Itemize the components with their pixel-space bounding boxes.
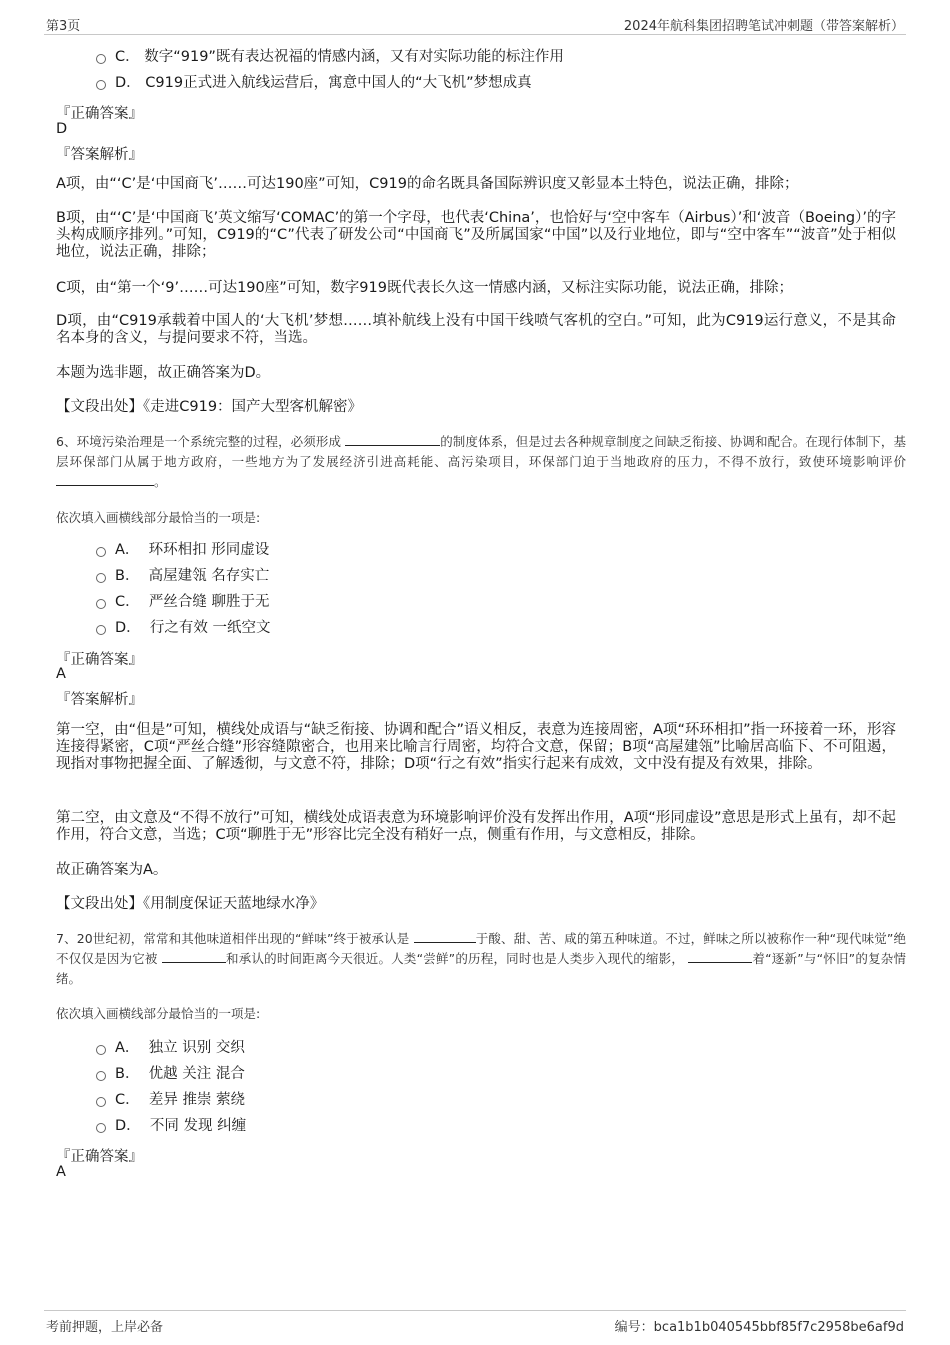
blank-line	[345, 433, 440, 446]
radio-icon[interactable]	[96, 80, 106, 90]
q6-analysis-label: 『答案解析』	[56, 692, 143, 708]
q7-option-a[interactable]: A． 独立 识别 交织	[96, 1038, 245, 1058]
document-title: 2024年航科集团招聘笔试冲刺题（带答案解析）	[623, 19, 904, 34]
q5-option-d[interactable]: D． C919正式进入航线运营后，寓意中国人的“大飞机”梦想成真	[96, 73, 532, 93]
page-number: 第3页	[46, 19, 81, 34]
q6-option-d[interactable]: D． 行之有效 一纸空文	[96, 618, 271, 638]
q6-option-c[interactable]: C． 严丝合缝 聊胜于无	[96, 592, 269, 612]
q7-stem: 7、20世纪初，常常和其他味道相伴出现的“鲜味”终于被承认是 于酸、甜、苦、咸的第五种味道。不过，鲜味之所以被称作一种“现代味觉”绝不仅仅是因为它被 和承认的时间距离今天很近。人类“尝鲜”的历程，同时也是人类步入现代的缩影， 着“逐新”与“怀旧”的复杂情绪。	[56, 931, 906, 986]
blank-line	[414, 930, 476, 943]
q5-answer: D	[56, 121, 68, 137]
q6-source: 【文段出处】《用制度保证天蓝地绿水净》	[56, 896, 325, 912]
q6-option-a[interactable]: A． 环环相扣 形同虚设	[96, 540, 269, 560]
q7-option-b[interactable]: B． 优越 关注 混合	[96, 1064, 245, 1084]
q7-answer-label: 『正确答案』	[56, 1149, 143, 1165]
radio-icon[interactable]	[96, 1097, 106, 1107]
q6-prompt: 依次填入画横线部分最恰当的一项是:	[56, 510, 261, 525]
footer-slogan: 考前押题，上岸必备	[46, 1320, 164, 1335]
radio-icon[interactable]	[96, 1045, 106, 1055]
q5-analysis-label: 『答案解析』	[56, 147, 143, 163]
blank-line	[688, 950, 752, 963]
blank-line	[56, 473, 154, 486]
q5-option-c[interactable]: C． 数字“919”既有表达祝福的情感内涵，又有对实际功能的标注作用	[96, 47, 564, 67]
q5-answer-label: 『正确答案』	[56, 106, 143, 122]
q6-option-b[interactable]: B． 高屋建瓴 名存实亡	[96, 566, 269, 586]
radio-icon[interactable]	[96, 625, 106, 635]
q5-source: 【文段出处】《走进C919：国产大型客机解密》	[56, 399, 363, 415]
q5-analysis-b: B项，由“‘C’是‘中国商飞’英文缩写‘COMAC’的第一个字母，也代表‘China’，也恰好与‘空中客车（Airbus）’和‘波音（Boeing）’的字头构成顺序排列。”可知，C919的“C”代表了研发公司“中国商飞”及所属国家“中国”以及行业地位，即与“空中客车”“波音”处于相似地位，说法正确，排除；	[56, 210, 896, 260]
document-code: 编号：bca1b1b040545bbf85f7c2958be6af9d	[614, 1320, 904, 1335]
q7-option-d[interactable]: D． 不同 发现 纠缠	[96, 1116, 246, 1136]
radio-icon[interactable]	[96, 599, 106, 609]
q6-conclusion: 故正确答案为A。	[56, 862, 168, 878]
q5-analysis-d: D项，由“C919承载着中国人的‘大飞机’梦想……填补航线上没有中国干线喷气客机的空白。”可知，此为C919运行意义，不是其命名本身的含义，与提问要求不符，当选。	[56, 313, 896, 346]
q7-option-c[interactable]: C． 差异 推崇 萦绕	[96, 1090, 245, 1110]
q7-prompt: 依次填入画横线部分最恰当的一项是:	[56, 1006, 261, 1021]
radio-icon[interactable]	[96, 54, 106, 64]
page-header	[44, 14, 906, 35]
q5-analysis-c: C项，由“第一个‘9’……可达190座”可知，数字919既代表长久这一情感内涵，又标注实际功能，说法正确，排除；	[56, 280, 793, 296]
blank-line	[162, 950, 226, 963]
radio-icon[interactable]	[96, 1071, 106, 1081]
q5-analysis-a: A项，由“‘C’是‘中国商飞’……可达190座”可知，C919的命名既具备国际辨识度又彰显本土特色，说法正确，排除；	[56, 176, 799, 192]
q5-conclusion: 本题为选非题，故正确答案为D。	[56, 365, 271, 381]
page-footer	[44, 1310, 906, 1339]
q6-stem: 6、环境污染治理是一个系统完整的过程，必须形成 的制度体系，但是过去各种规章制度之间缺乏衔接、协调和配合。在现行体制下，基层环保部门从属于地方政府，一些地方为了发展经济引进高耗能、高污染项目，环保部门迫于当地政府的压力，不得不放行，致使环境影响评价 。	[56, 434, 906, 489]
q7-answer: A	[56, 1164, 66, 1180]
q6-analysis-second: 第二空，由文意及“不得不放行”可知，横线处成语表意为环境影响评价没有发挥出作用，A项“形同虚设”意思是形式上虽有，却不起作用，符合文意，当选；C项“聊胜于无”形容比完全没有稍好一点，侧重有作用，与文意相反，排除。	[56, 810, 896, 843]
q6-analysis-first: 第一空，由“但是”可知，横线处成语与“缺乏衔接、协调和配合”语义相反，表意为连接周密，A项“环环相扣”指一环接着一环，形容连接得紧密，C项“严丝合缝”形容缝隙密合，也用来比喻言行周密，均符合文意，保留；B项“高屋建瓴”比喻居高临下、不可阻遏，现指对事物把握全面、了解透彻，与文意不符，排除；D项“行之有效”指实行起来有成效，文中没有提及有效果，排除。	[56, 722, 896, 772]
q6-answer: A	[56, 666, 66, 682]
radio-icon[interactable]	[96, 573, 106, 583]
radio-icon[interactable]	[96, 547, 106, 557]
radio-icon[interactable]	[96, 1123, 106, 1133]
q6-answer-label: 『正确答案』	[56, 652, 143, 668]
